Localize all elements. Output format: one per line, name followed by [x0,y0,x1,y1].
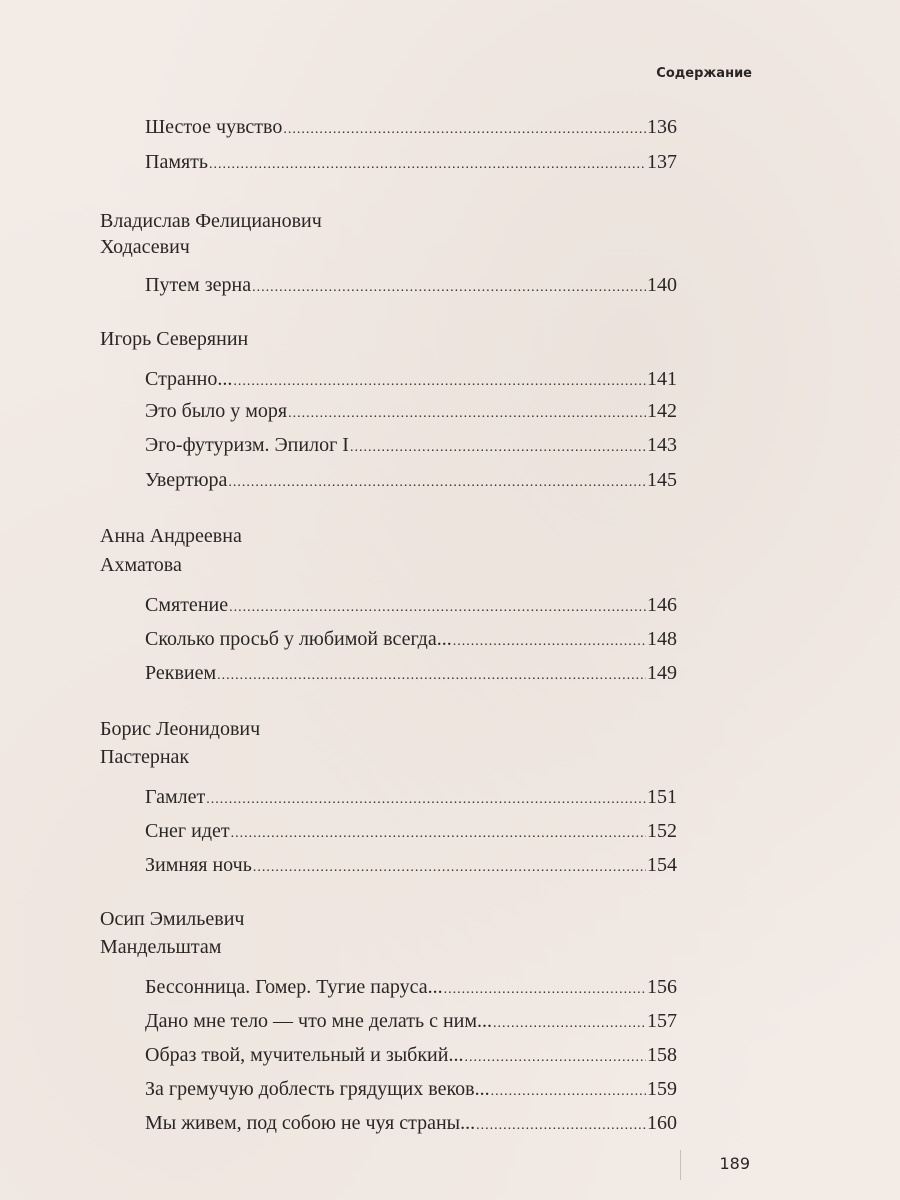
dot-leader [209,153,646,177]
entry-page: 141 [647,368,677,390]
entry-page: 159 [647,1078,677,1100]
entry-page: 151 [647,786,677,808]
toc-entry[interactable] [145,785,677,812]
entry-page: 158 [647,1044,677,1066]
entry-title: Мы живем, под собою не чуя страны... [145,1112,476,1134]
toc-entry[interactable] [145,468,677,495]
author-name: Мандельштам [100,936,222,958]
toc-entry[interactable] [145,661,677,688]
entry-page: 146 [647,594,677,616]
entry-title: Дано мне тело — что мне делать с ним... [145,1010,493,1032]
entry-page: 156 [647,976,677,998]
page-number: 189 [719,1154,750,1173]
entry-page: 137 [647,151,677,173]
dot-leader [228,471,646,495]
entry-page: 149 [647,662,677,684]
toc-entry[interactable] [145,115,677,142]
toc-entry[interactable] [145,1077,677,1104]
running-header: Содержание [656,66,752,81]
dot-leader [233,370,646,394]
dot-leader [206,788,646,812]
entry-page: 148 [647,628,677,650]
entry-page: 154 [647,854,677,876]
author-name: Ахматова [100,554,182,576]
dot-leader [476,1114,646,1138]
entry-title: Гамлет [145,786,206,808]
entry-title: Смятение [145,594,229,616]
author-name: Осип Эмильевич [100,908,245,930]
entry-title: Увертюра [145,469,228,491]
toc-entry[interactable] [145,273,677,300]
dot-leader [453,630,646,654]
toc-entry[interactable] [145,1043,677,1070]
dot-leader [491,1080,646,1104]
author-name: Владислав Фелицианович [100,210,322,232]
dot-leader [493,1012,646,1036]
author-name: Ходасевич [100,236,190,258]
entry-page: 160 [647,1112,677,1134]
toc-entry[interactable] [145,1111,677,1138]
entry-page: 136 [647,116,677,138]
entry-page: 143 [647,434,677,456]
toc-entry[interactable] [145,1009,677,1036]
dot-leader [253,856,646,880]
dot-leader [252,276,646,300]
entry-title: Странно... [145,368,233,390]
toc-entry[interactable] [145,853,677,880]
dot-leader [283,118,646,142]
entry-title: За гремучую доблесть грядущих веков... [145,1078,490,1100]
dot-leader [229,596,646,620]
entry-title: Эго-футуризм. Эпилог I [145,434,349,456]
dot-leader [350,436,646,460]
dot-leader [288,402,646,426]
toc-entry[interactable] [145,367,677,394]
entry-title: Образ твой, мучительный и зыбкий... [145,1044,464,1066]
dot-leader [464,1046,646,1070]
entry-title: Снег идет [145,820,230,842]
entry-page: 157 [647,1010,677,1032]
footer-divider [680,1150,681,1180]
toc-entry[interactable] [145,975,677,1002]
toc-entry[interactable] [145,627,677,654]
toc-entry[interactable] [145,433,677,460]
entry-title: Реквием [145,662,217,684]
entry-title: Это было у моря [145,400,288,422]
dot-leader [444,978,646,1002]
toc-entry[interactable] [145,819,677,846]
author-name: Игорь Северянин [100,328,249,350]
author-name: Анна Андреевна [100,525,242,547]
toc-entry[interactable] [145,399,677,426]
entry-page: 140 [647,274,677,296]
dot-leader [217,664,646,688]
entry-title: Память [145,151,209,173]
author-name: Борис Леонидович [100,718,261,740]
author-name: Пастернак [100,746,190,768]
entry-page: 142 [647,400,677,422]
entry-title: Путем зерна [145,274,252,296]
toc-entry[interactable] [145,593,677,620]
dot-leader [231,822,646,846]
toc-entry[interactable] [145,150,677,177]
entry-title: Шестое чувство [145,116,283,138]
entry-title: Сколько просьб у любимой всегда... [145,628,452,650]
entry-title: Бессонница. Гомер. Тугие паруса... [145,976,443,998]
entry-title: Зимняя ночь [145,854,252,876]
entry-page: 152 [647,820,677,842]
entry-page: 145 [647,469,677,491]
